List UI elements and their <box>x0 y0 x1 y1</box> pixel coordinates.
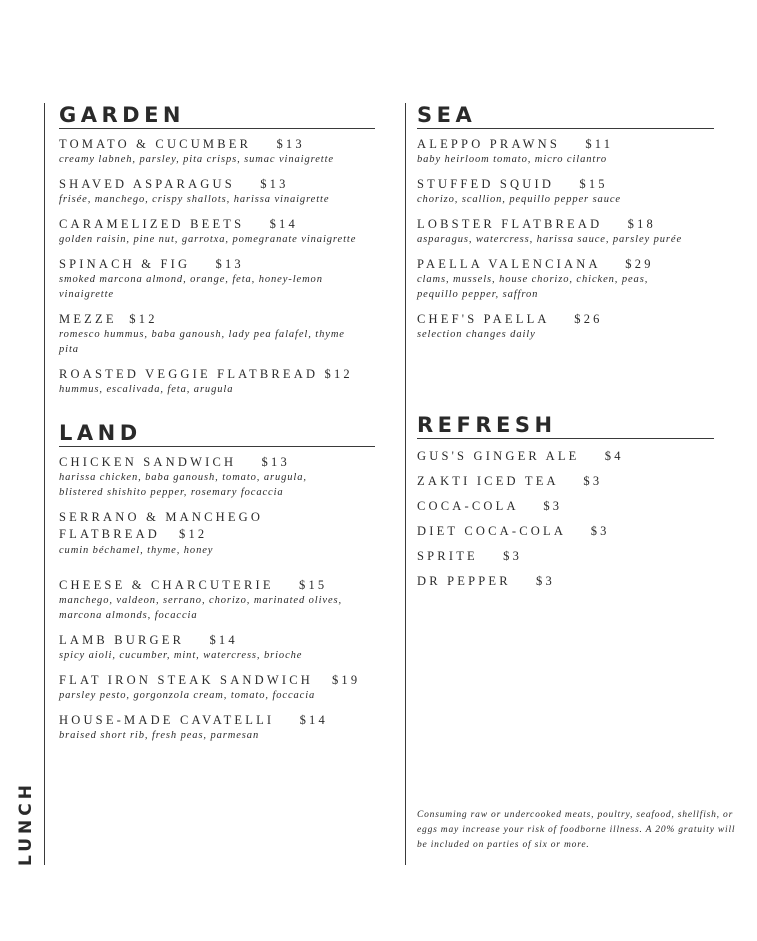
left-column <box>59 103 375 752</box>
item-description: baby heirloom tomato, micro cilantro <box>417 154 607 165</box>
menu-item <box>59 454 375 500</box>
sea-section <box>417 103 714 342</box>
item-description: asparagus, watercress, harissa sauce, parsley purée <box>417 234 683 245</box>
menu-item <box>59 509 375 558</box>
menu-item <box>417 448 714 464</box>
right-column <box>417 103 714 588</box>
sea-title: SEA <box>417 103 714 129</box>
item-description: clams, mussels, house chorizo, chicken, peas, pequillo pepper, saffron <box>417 274 649 300</box>
item-description: smoked marcona almond, orange, feta, honey-lemon vinaigrette <box>59 274 323 300</box>
garden-title: GARDEN <box>59 103 375 129</box>
refresh-title: REFRESH <box>417 413 714 439</box>
item-name: ALEPPO PRAWNS $11 <box>417 137 614 151</box>
menu-item <box>59 672 375 703</box>
item-name: SPINACH & FIG $13 <box>59 257 244 271</box>
item-description: manchego, valdeon, serrano, chorizo, marinated olives, marcona almonds, focaccia <box>59 595 343 621</box>
item-name: SERRANO & MANCHEGO FLATBREAD $12 <box>59 510 270 541</box>
item-name: LAMB BURGER $14 <box>59 633 238 647</box>
item-description: braised short rib, fresh peas, parmesan <box>59 730 260 741</box>
item-name: PAELLA VALENCIANA $29 <box>417 257 654 271</box>
item-name: CHEESE & CHARCUTERIE $15 <box>59 578 328 592</box>
item-name: SHAVED ASPARAGUS $13 <box>59 177 289 191</box>
menu-item <box>417 473 714 489</box>
item-name: ROASTED VEGGIE FLATBREAD $12 <box>59 367 353 381</box>
menu-item <box>59 577 375 623</box>
refresh-section <box>417 413 714 598</box>
menu-item <box>417 176 714 207</box>
menu-item <box>417 573 714 589</box>
land-title: LAND <box>59 421 375 447</box>
item-description: romesco hummus, baba ganoush, lady pea falafel, thyme pita <box>59 329 345 355</box>
menu-item <box>59 311 375 357</box>
center-vertical-rule <box>405 103 406 865</box>
item-name: SPRITE $3 <box>417 549 523 563</box>
item-name: CHICKEN SANDWICH $13 <box>59 455 290 469</box>
disclaimer: Consuming raw or undercooked meats, poultry, seafood, shellfish, or eggs may increase your risk of foodborne illness. A 20% gratuity will be included on parties of six or more. <box>417 810 736 850</box>
item-description: harissa chicken, baba ganoush, tomato, arugula, blistered shishito pepper, rosemary focaccia <box>59 472 307 498</box>
item-description: creamy labneh, parsley, pita crisps, sumac vinaigrette <box>59 154 334 165</box>
menu-item <box>59 366 375 397</box>
item-name: HOUSE-MADE CAVATELLI $14 <box>59 713 328 727</box>
item-description: frisée, manchego, crispy shallots, harissa vinaigrette <box>59 194 330 205</box>
menu-item <box>59 216 375 247</box>
item-description: cumin béchamel, thyme, honey <box>59 545 214 556</box>
menu-item <box>59 136 375 167</box>
item-description: hummus, escalivada, feta, arugula <box>59 384 234 395</box>
item-name: DR PEPPER $3 <box>417 574 555 588</box>
item-description: golden raisin, pine nut, garrotxa, pomegranate vinaigrette <box>59 234 357 245</box>
menu-item <box>417 216 714 247</box>
menu-item <box>417 548 714 564</box>
menu-item <box>417 256 714 302</box>
item-description: spicy aioli, cucumber, mint, watercress, brioche <box>59 650 303 661</box>
item-name: GUS'S GINGER ALE $4 <box>417 449 624 463</box>
item-description: selection changes daily <box>417 329 536 340</box>
menu-item <box>59 176 375 207</box>
item-description: parsley pesto, gorgonzola cream, tomato, foccacia <box>59 690 316 701</box>
item-description: chorizo, scallion, pequillo pepper sauce <box>417 194 621 205</box>
item-name: CARAMELIZED BEETS $14 <box>59 217 298 231</box>
item-name: LOBSTER FLATBREAD $18 <box>417 217 656 231</box>
land-section <box>59 421 375 743</box>
menu-item <box>417 498 714 514</box>
lunch-label: LUNCH <box>16 781 36 866</box>
menu-item <box>59 712 375 743</box>
garden-section <box>59 103 375 397</box>
item-name: CHEF'S PAELLA $26 <box>417 312 603 326</box>
item-name: TOMATO & CUCUMBER $13 <box>59 137 305 151</box>
left-vertical-rule <box>44 103 45 865</box>
menu-item <box>417 136 714 167</box>
menu-item <box>417 311 714 342</box>
menu-item <box>417 523 714 539</box>
item-name: COCA-COLA $3 <box>417 499 563 513</box>
item-name: DIET COCA-COLA $3 <box>417 524 610 538</box>
item-name: FLAT IRON STEAK SANDWICH $19 <box>59 673 361 687</box>
menu-item <box>59 632 375 663</box>
item-name: MEZZE $12 <box>59 312 158 326</box>
item-name: ZAKTI ICED TEA $3 <box>417 474 603 488</box>
menu-item <box>59 256 375 302</box>
item-name: STUFFED SQUID $15 <box>417 177 608 191</box>
